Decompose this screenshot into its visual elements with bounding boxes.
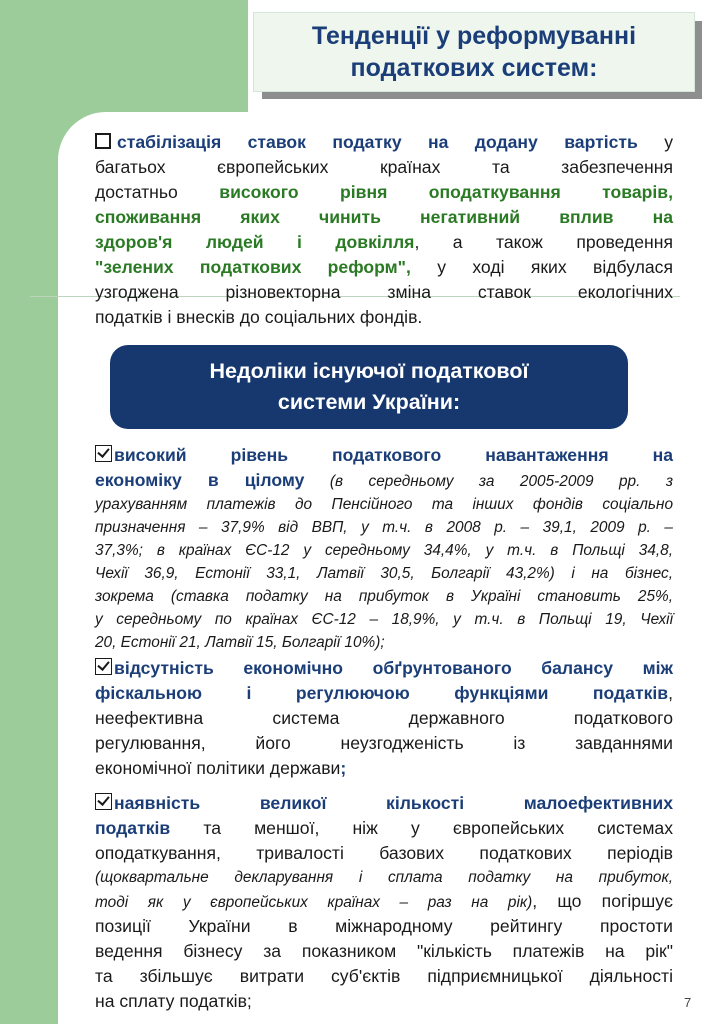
checkmark-icon bbox=[95, 793, 112, 810]
checkmark-icon bbox=[95, 445, 112, 462]
shortcoming-item-2: відсутність економічно обґрунтованого балансу між фіскальною і регулюючою функціями податків, неефективна система державного податкового регулювання, його неузгодженість із завданнями економічної політики держави; bbox=[95, 658, 673, 778]
checkmark-icon bbox=[95, 658, 112, 675]
banner-line-2: системи України: bbox=[277, 390, 461, 414]
page-number: 7 bbox=[684, 995, 692, 1010]
slide-title bbox=[253, 12, 695, 92]
shortcomings-banner bbox=[110, 345, 628, 429]
shortcoming-item-1: високий рівень податкового навантаження на економіку в цілому (в середньому за 2005-2009 рр. з урахуванням платежів до Пенсійного та інших фондів соціально призначення – 37,9% від ВВП, у т.ч. в 2008 р. – 39,1, 2009 р. – 37,3%; в країнах ЄС-12 у середньому 34,4%, у т.ч. в Польщі 34,8, Чехії 36,9, Естонії 33,1, Латвії 30,5, Болгарії 43,2%) і на бізнес, зокрема (ставка податку на прибуток в Україні становить 25%, у середньому по країнах ЄС-12 – 18,9%, у т.ч. в Польщі 19, Чехії 20, Естонії 21, Латвії 15, Болгарії 10%); bbox=[95, 445, 673, 651]
checkbox-bullet-icon bbox=[95, 133, 111, 149]
trends-paragraph: стабілізація ставок податку на додану вартість у багатьох європейських країнах та забезпечення достатньо високого рівня оподаткування товарів, споживання яких чинить негативний вплив на здоров'я людей і довкілля, а також проведення "зелених податкових реформ", у ході яких відбулася узгоджена різновекторна зміна ставок екологічних податків і внесків до соціальних фондів. bbox=[95, 132, 673, 327]
shortcoming-item-3: наявність великої кількості малоефективних податків та меншої, ніж у європейських системах оподаткування, тривалості базових податкових періодів (щоквартальне декларування і сплата податку на прибуток, тоді як у європейських країнах – раз на рік), що погіршує позиції України в міжнародному рейтингу простоти ведення бізнесу за показником "кількість платежів на рік" та збільшує витрати суб'єктів підприємницької діяльності на сплату податків; bbox=[95, 793, 673, 1011]
title-line-1: Тенденції у реформуванні bbox=[311, 22, 637, 50]
title-line-2: податкових систем: bbox=[350, 54, 598, 82]
banner-line-1: Недоліки існуючої податкової bbox=[209, 359, 529, 383]
